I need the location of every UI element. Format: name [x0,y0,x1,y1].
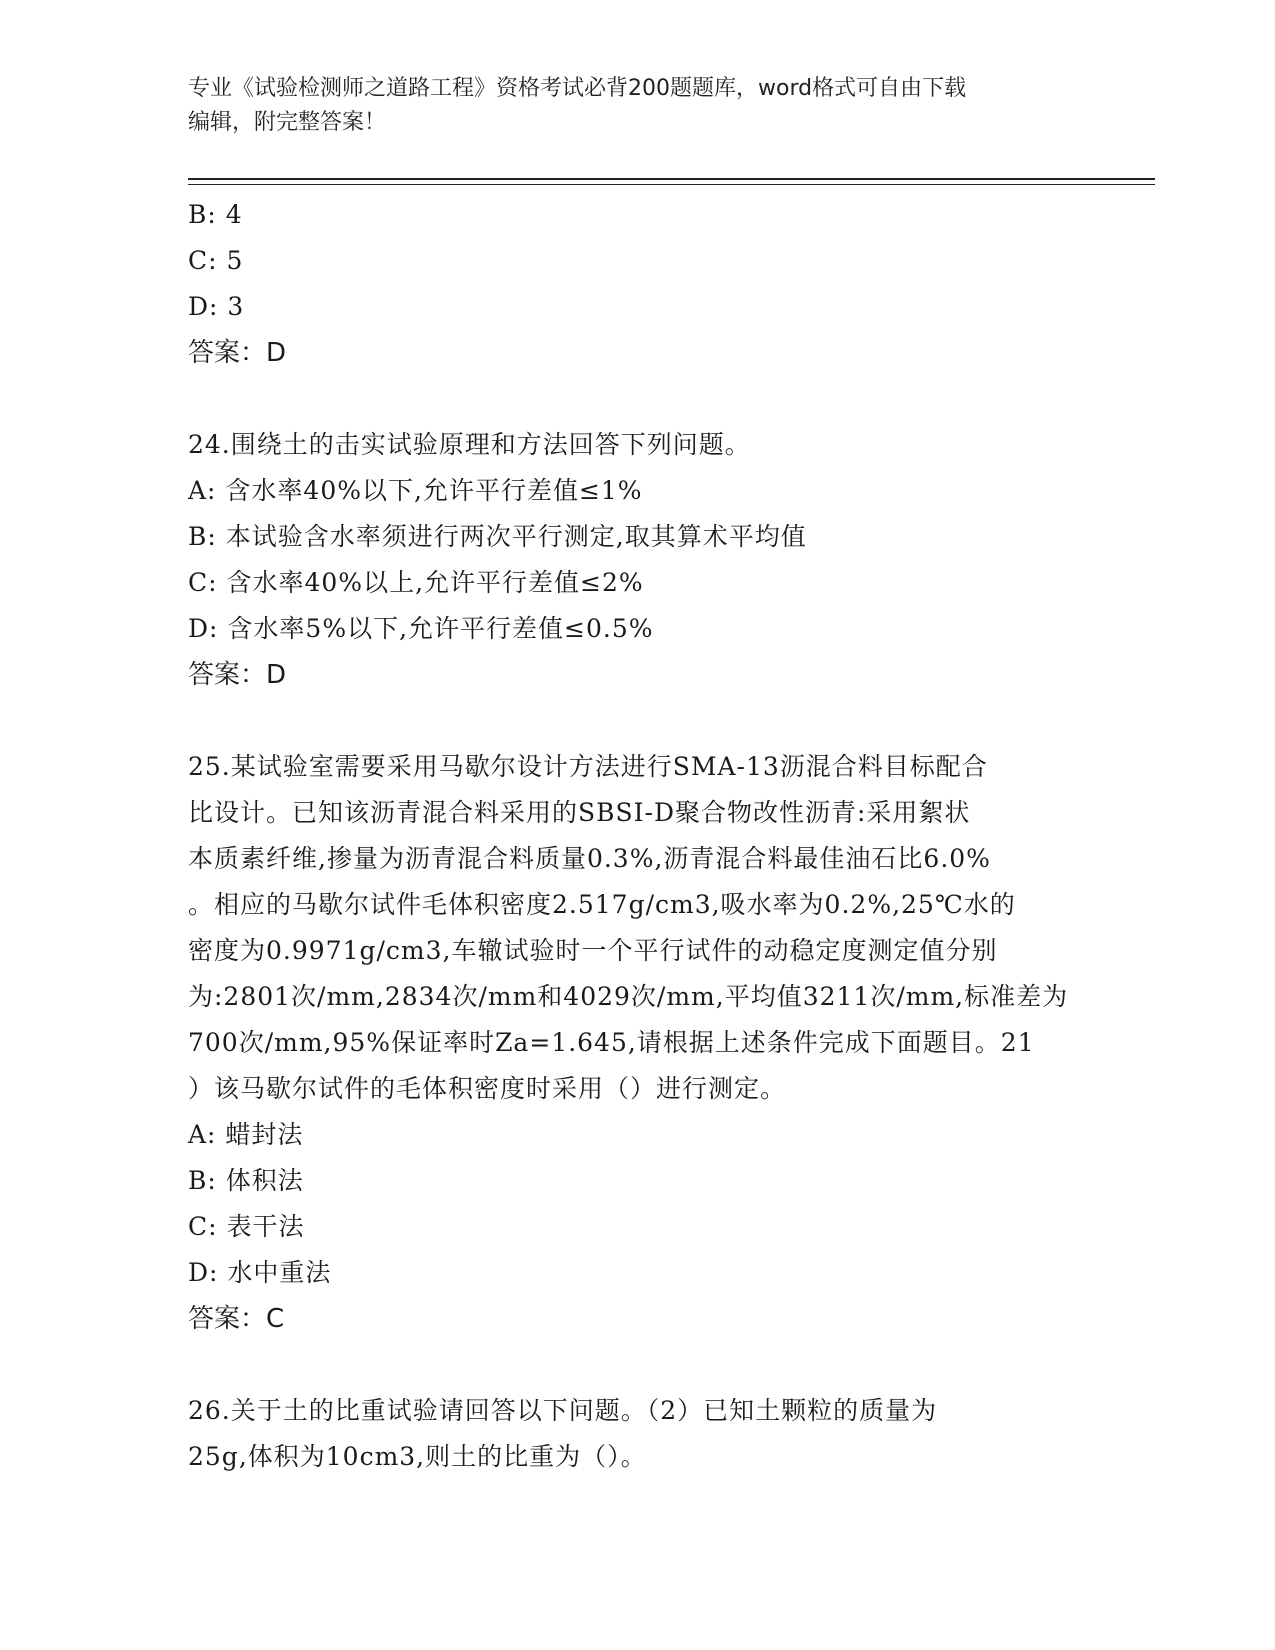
answer-line: 答案：D [188,660,287,690]
option-b: B: 体积法 [188,1166,304,1195]
header-divider-thick [188,178,1155,180]
header-line-2: 编辑，附完整答案！ [188,110,387,135]
answer-line: 答案：D [188,338,287,368]
option-c: C: 5 [188,246,244,275]
question-text-line: 密度为0.9971g/cm3,车辙试验时一个平行试件的动稳定度测定值分别 [188,936,998,965]
question-text-line: 本质素纤维,掺量为沥青混合料质量0.3%,沥青混合料最佳油石比6.0% [188,844,991,873]
answer-line: 答案：C [188,1304,285,1334]
option-d: D: 水中重法 [188,1258,332,1287]
option-a: A: 含水率40%以下,允许平行差值≤1% [188,476,643,505]
document-body [188,192,1088,1480]
question-text-line: 700次/mm,95%保证率时Za=1.645,请根据上述条件完成下面题目。21 [188,1028,1035,1057]
option-d: D: 3 [188,292,245,321]
page-header [188,72,1088,140]
question-text-line: 比设计。已知该沥青混合料采用的SBSI-D聚合物改性沥青:采用絮状 [188,798,971,827]
question-24 [188,422,1088,698]
option-a: A: 蜡封法 [188,1120,304,1149]
header-line-1: 专业《试验检测师之道路工程》资格考试必背200题题库，word格式可自由下载 [188,76,967,101]
previous-question-tail [188,192,1088,376]
option-d: D: 含水率5%以下,允许平行差值≤0.5% [188,614,654,643]
option-b: B: 本试验含水率须进行两次平行测定,取其算术平均值 [188,522,807,551]
question-text-line: ）该马歇尔试件的毛体积密度时采用（）进行测定。 [188,1074,787,1103]
question-text-line: 为:2801次/mm,2834次/mm和4029次/mm,平均值3211次/mm,标准差为 [188,982,1069,1011]
question-text-line: 。相应的马歇尔试件毛体积密度2.517g/cm3,吸水率为0.2%,25℃水的 [188,890,1016,919]
question-text-line: 26.关于土的比重试验请回答以下问题。（2）已知土颗粒的质量为 [188,1396,938,1425]
question-text-line: 25g,体积为10cm3,则土的比重为（）。 [188,1442,647,1471]
question-text: 24.围绕土的击实试验原理和方法回答下列问题。 [188,430,751,459]
option-c: C: 表干法 [188,1212,305,1241]
option-c: C: 含水率40%以上,允许平行差值≤2% [188,568,644,597]
question-26 [188,1388,1088,1480]
header-divider-thin [188,184,1155,185]
option-b: B: 4 [188,200,243,229]
question-text-line: 25.某试验室需要采用马歇尔设计方法进行SMA-13沥混合料目标配合 [188,752,988,781]
question-25 [188,744,1088,1342]
